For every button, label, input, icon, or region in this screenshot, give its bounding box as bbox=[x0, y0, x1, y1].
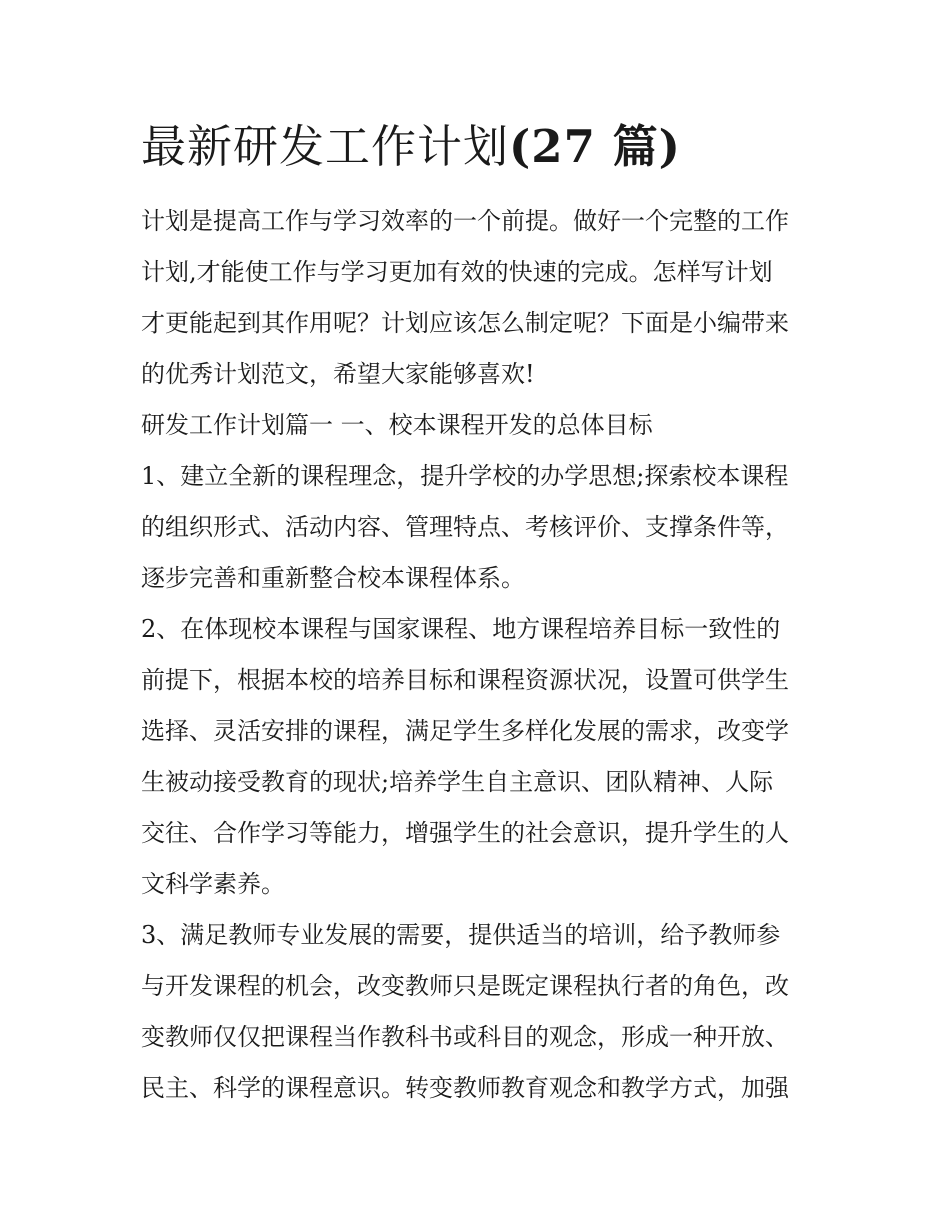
text-line-12: 生被动接受教育的现状;培养学生自主意识、团队精神、人际 bbox=[141, 768, 774, 796]
section-heading: 研发工作计划篇一 一、校本课程开发的总体目标 bbox=[141, 411, 653, 439]
text-line-10: 前提下，根据本校的培养目标和课程资源状况，设置可供学生 bbox=[141, 666, 789, 694]
text-line-6: 1、建立全新的课程理念，提升学校的办学思想;探索校本课程 bbox=[141, 462, 789, 490]
text-line-15: 3、满足教师专业发展的需要，提供适当的培训，给予教师参 bbox=[141, 921, 781, 949]
text-line-3: 才更能起到其作用呢？计划应该怎么制定呢？下面是小编带来 bbox=[141, 309, 789, 337]
text-line-18: 民主、科学的课程意识。转变教师教育观念和教学方式，加强 bbox=[141, 1074, 789, 1102]
text-line-7: 的组织形式、活动内容、管理特点、考核评价、支撑条件等， bbox=[141, 513, 789, 541]
document-title bbox=[141, 112, 821, 182]
text-line-11: 选择、灵活安排的课程，满足学生多样化发展的需求，改变学 bbox=[141, 717, 789, 745]
text-line-1: 计划是提高工作与学习效率的一个前提。做好一个完整的工作 bbox=[141, 207, 789, 235]
text-line-9: 2、在体现校本课程与国家课程、地方课程培养目标一致性的 bbox=[141, 615, 781, 643]
text-line-8: 逐步完善和重新整合校本课程体系。 bbox=[141, 564, 525, 592]
document-body bbox=[141, 112, 821, 1114]
text-line-16: 与开发课程的机会，改变教师只是既定课程执行者的角色，改 bbox=[141, 972, 789, 1000]
text-line-4: 的优秀计划范文，希望大家能够喜欢! bbox=[141, 360, 535, 388]
title-count: (27 篇) bbox=[509, 120, 681, 173]
text-line-13: 交往、合作学习等能力，增强学生的社会意识，提升学生的人 bbox=[141, 819, 789, 847]
text-line-17: 变教师仅仅把课程当作教科书或科目的观念，形成一种开放、 bbox=[141, 1023, 789, 1051]
title-text: 最新研发工作计划 bbox=[141, 120, 510, 173]
text-line-14: 文科学素养。 bbox=[141, 870, 285, 898]
text-line-2: 计划,才能使工作与学习更加有效的快速的完成。怎样写计划 bbox=[141, 258, 773, 286]
